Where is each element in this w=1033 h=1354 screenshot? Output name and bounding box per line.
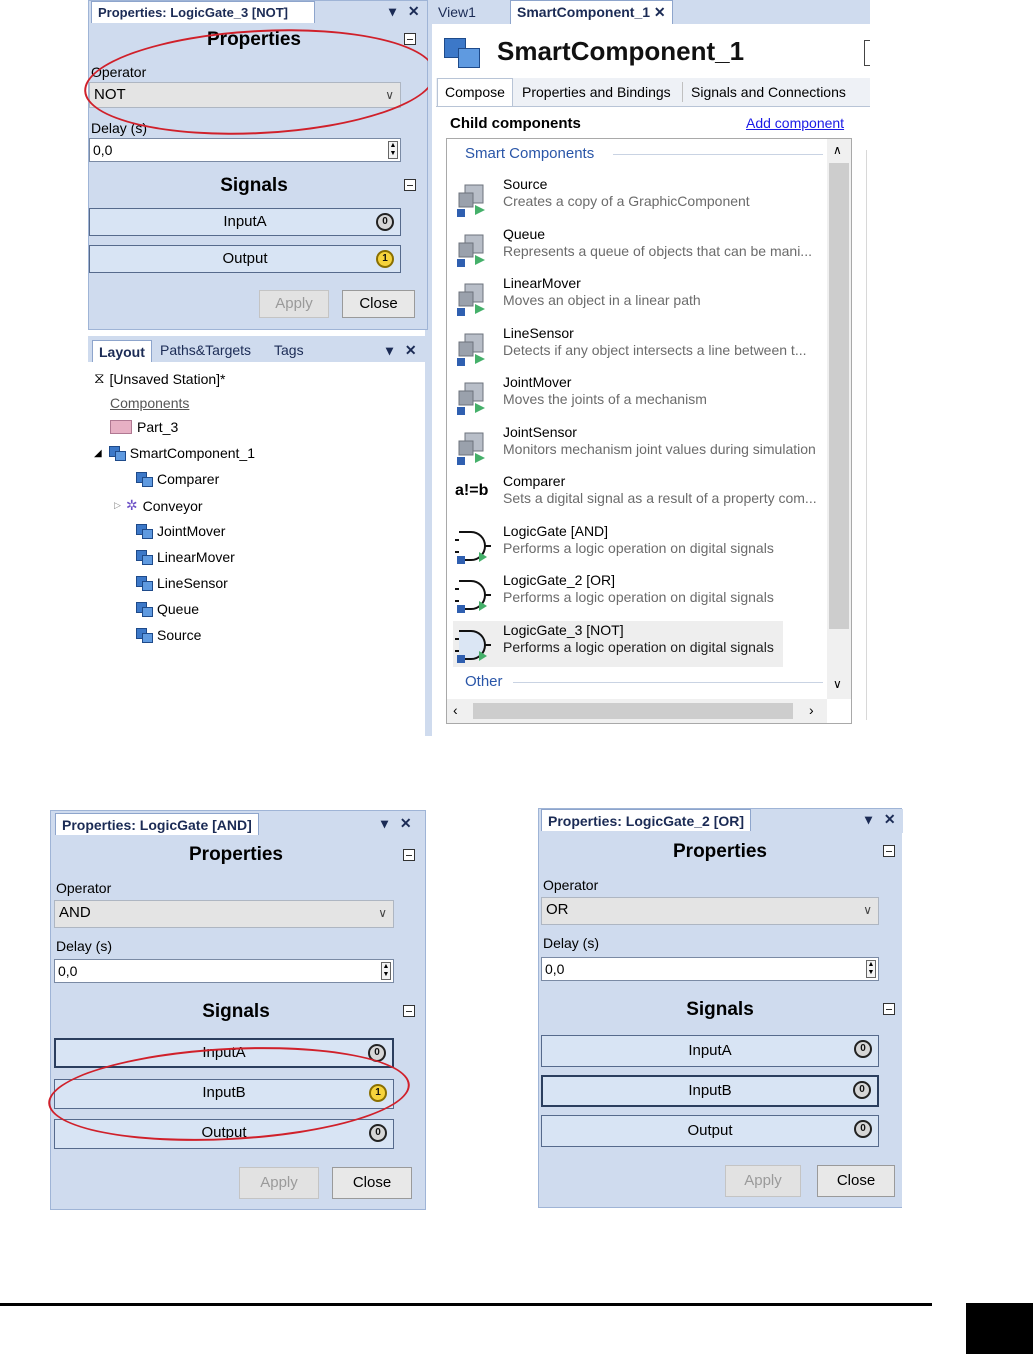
component-description: Moves the joints of a mechanism bbox=[503, 391, 707, 407]
group-divider bbox=[613, 154, 823, 155]
queue-icon bbox=[455, 229, 495, 269]
components-list bbox=[446, 138, 852, 724]
panel-controls[interactable]: ▾ ✕ bbox=[386, 342, 421, 358]
smart-component-label: SmartComponent_1 bbox=[129, 445, 255, 461]
joint-mover-icon bbox=[455, 377, 495, 417]
component-list-item[interactable] bbox=[453, 423, 833, 469]
group-label: Other bbox=[465, 673, 503, 690]
signal-label: InputB bbox=[688, 1082, 732, 1099]
component-description: Sets a digital signal as a result of a property com... bbox=[503, 490, 817, 506]
panel-controls[interactable]: ▾ ✕ bbox=[865, 811, 900, 827]
tree-child-comparer[interactable] bbox=[134, 471, 219, 487]
collapse-signals-icon[interactable] bbox=[403, 1005, 415, 1017]
scroll-thumb[interactable] bbox=[473, 703, 793, 719]
close-button[interactable]: Close bbox=[817, 1165, 895, 1197]
tree-child-jointmover[interactable] bbox=[134, 523, 225, 539]
component-list-item[interactable] bbox=[453, 274, 833, 320]
operator-label: Operator bbox=[56, 880, 112, 896]
component-description: Performs a logic operation on digital signals bbox=[503, 639, 774, 655]
operator-label: Operator bbox=[91, 64, 147, 80]
signal-led-icon: 1 bbox=[376, 250, 394, 268]
signal-output-button[interactable] bbox=[541, 1115, 879, 1147]
chevron-down-icon: ∨ bbox=[378, 906, 387, 920]
section-signals-title: Signals bbox=[220, 175, 288, 196]
apply-button[interactable]: Apply bbox=[239, 1167, 319, 1199]
signal-led-icon: 0 bbox=[368, 1044, 386, 1062]
component-name: LogicGate_3 [NOT] bbox=[503, 622, 624, 638]
tree-child-label: LineSensor bbox=[157, 575, 228, 591]
tab-divider bbox=[682, 82, 683, 102]
signal-inputb-button[interactable] bbox=[541, 1075, 879, 1107]
tree-child-label: Conveyor bbox=[142, 497, 203, 514]
panel-controls[interactable]: ▾ ✕ bbox=[389, 3, 424, 19]
tree-child-label: Source bbox=[157, 627, 202, 643]
smart-component-icon bbox=[134, 602, 152, 616]
group-label: Smart Components bbox=[465, 145, 595, 162]
close-button[interactable]: Close bbox=[342, 290, 415, 318]
component-name: Queue bbox=[503, 226, 546, 242]
signal-output-button[interactable] bbox=[89, 245, 401, 273]
collapse-properties-icon[interactable] bbox=[404, 33, 416, 45]
signal-led-icon: 0 bbox=[854, 1120, 872, 1138]
signal-label: Output bbox=[687, 1122, 733, 1139]
smart-component-icon bbox=[134, 576, 152, 590]
tree-child-linesensor[interactable] bbox=[134, 575, 228, 591]
component-list-item[interactable] bbox=[453, 522, 833, 568]
tree-child-source[interactable] bbox=[134, 627, 201, 643]
operator-value: NOT bbox=[94, 86, 126, 103]
horizontal-scrollbar[interactable] bbox=[447, 699, 827, 723]
apply-button[interactable]: Apply bbox=[725, 1165, 801, 1197]
part-icon bbox=[110, 420, 132, 434]
tab-properties-and[interactable]: Properties: LogicGate [AND] bbox=[55, 813, 259, 835]
tree-components-header bbox=[110, 395, 189, 411]
vertical-scrollbar[interactable] bbox=[827, 139, 851, 699]
tree-smart-component[interactable] bbox=[94, 445, 255, 461]
part-label: Part_3 bbox=[137, 419, 179, 435]
delay-input[interactable] bbox=[541, 957, 879, 981]
tree-child-linearmover[interactable] bbox=[134, 549, 235, 565]
signal-label: InputA bbox=[202, 1044, 246, 1061]
signal-led-icon: 0 bbox=[854, 1040, 872, 1058]
chevron-down-icon: ∨ bbox=[385, 88, 394, 102]
operator-label: Operator bbox=[543, 877, 599, 893]
group-other bbox=[465, 673, 503, 690]
scroll-right-icon[interactable]: › bbox=[809, 702, 814, 718]
component-name: Comparer bbox=[503, 473, 566, 489]
tree-station[interactable] bbox=[94, 370, 226, 387]
collapse-signals-icon[interactable] bbox=[883, 1003, 895, 1015]
tree-child-label: JointMover bbox=[157, 523, 226, 539]
component-list-item[interactable] bbox=[453, 472, 833, 518]
section-properties-title: Properties bbox=[673, 841, 767, 862]
delay-value: 0,0 bbox=[58, 963, 78, 979]
section-signals-title: Signals bbox=[202, 1001, 270, 1022]
station-label: [Unsaved Station]* bbox=[109, 370, 226, 387]
component-description: Performs a logic operation on digital signals bbox=[503, 589, 774, 605]
expand-triangle-icon[interactable]: ◢ bbox=[94, 447, 102, 459]
group-divider bbox=[513, 682, 823, 683]
source-icon bbox=[455, 179, 495, 219]
tree-child-label: Comparer bbox=[157, 471, 220, 487]
smart-component-large-icon bbox=[442, 34, 482, 68]
signal-led-icon: 0 bbox=[853, 1081, 871, 1099]
component-description: Creates a copy of a GraphicComponent bbox=[503, 193, 750, 209]
tab-layout[interactable]: Layout bbox=[92, 340, 152, 362]
delay-value: 0,0 bbox=[93, 142, 113, 158]
collapse-properties-icon[interactable] bbox=[403, 849, 415, 861]
tab-tags[interactable]: Tags bbox=[274, 342, 304, 358]
tree-part[interactable] bbox=[110, 419, 178, 435]
properties-panel-and bbox=[50, 810, 426, 1210]
section-properties-title: Properties bbox=[189, 844, 283, 865]
line-sensor-icon bbox=[455, 328, 495, 368]
delay-value: 0,0 bbox=[545, 961, 565, 977]
logic-gate-icon bbox=[455, 625, 495, 665]
collapse-signals-icon[interactable] bbox=[404, 179, 416, 191]
component-list-item[interactable] bbox=[453, 621, 783, 667]
delay-input[interactable] bbox=[89, 138, 401, 162]
signal-label: Output bbox=[222, 250, 268, 267]
tab-signals-connections[interactable]: Signals and Connections bbox=[691, 84, 846, 100]
signal-inputa-button[interactable] bbox=[89, 208, 401, 236]
component-name: JointMover bbox=[503, 374, 572, 390]
component-description: Detects if any object intersects a line between t... bbox=[503, 342, 807, 358]
scroll-thumb[interactable] bbox=[829, 163, 849, 629]
tab-properties-bindings[interactable]: Properties and Bindings bbox=[522, 84, 671, 100]
signal-label: InputA bbox=[223, 213, 267, 230]
editor-title: SmartComponent_1 bbox=[497, 36, 745, 66]
spinner-arrows-icon[interactable]: ▲ ▼ bbox=[867, 961, 875, 976]
signal-inputa-button[interactable] bbox=[541, 1035, 879, 1067]
delay-label: Delay (s) bbox=[543, 935, 600, 951]
components-label: Components bbox=[110, 395, 190, 411]
smart-component-icon bbox=[134, 524, 152, 538]
scroll-up-icon[interactable]: ∧ bbox=[833, 143, 842, 157]
group-smart-components bbox=[465, 145, 594, 162]
delay-input[interactable] bbox=[54, 959, 394, 983]
delay-label: Delay (s) bbox=[56, 938, 113, 954]
layout-panel bbox=[88, 330, 428, 736]
panel-controls[interactable]: ▾ ✕ bbox=[381, 815, 416, 831]
smart-component-icon bbox=[134, 628, 152, 642]
tab-properties-not[interactable]: Properties: LogicGate_3 [NOT] bbox=[91, 1, 315, 23]
linear-mover-icon bbox=[455, 278, 495, 318]
chevron-down-icon: ∨ bbox=[863, 903, 872, 917]
apply-button[interactable]: Apply bbox=[259, 290, 329, 318]
component-name: LinearMover bbox=[503, 275, 581, 291]
station-icon: ⧖ bbox=[94, 370, 105, 387]
conveyor-icon: ✲ bbox=[125, 497, 138, 513]
signal-led-icon: 1 bbox=[369, 1084, 387, 1102]
scroll-left-icon[interactable]: ‹ bbox=[453, 702, 458, 718]
expand-arrow-icon[interactable]: ▷ bbox=[114, 500, 121, 510]
tree-child-queue[interactable] bbox=[134, 601, 199, 617]
joint-sensor-icon bbox=[455, 427, 495, 467]
component-list-item[interactable] bbox=[453, 225, 833, 271]
component-description: Moves an object in a linear path bbox=[503, 292, 701, 308]
logic-gate-icon bbox=[455, 526, 495, 566]
component-name: LogicGate_2 [OR] bbox=[503, 572, 616, 588]
editor-right-divider bbox=[866, 150, 867, 720]
component-list-item[interactable] bbox=[453, 324, 833, 370]
editor-left-border bbox=[428, 0, 432, 736]
tree-child-conveyor[interactable] bbox=[114, 497, 203, 514]
delay-label: Delay (s) bbox=[91, 120, 148, 136]
close-button[interactable]: Close bbox=[332, 1167, 412, 1199]
tab-smartcomponent[interactable]: SmartComponent_1 ✕ bbox=[510, 0, 673, 24]
spinner-arrows-icon[interactable]: ▲ ▼ bbox=[389, 142, 397, 157]
signal-led-icon: 0 bbox=[376, 213, 394, 231]
component-name: JointSensor bbox=[503, 424, 577, 440]
tree-child-label: Queue bbox=[157, 601, 200, 617]
smart-component-icon bbox=[134, 550, 152, 564]
title-bracket bbox=[864, 40, 870, 66]
component-list-item[interactable] bbox=[453, 571, 833, 617]
tab-properties-or[interactable]: Properties: LogicGate_2 [OR] bbox=[541, 809, 751, 831]
signal-label: Output bbox=[201, 1124, 247, 1141]
tab-compose[interactable]: Compose bbox=[437, 78, 513, 106]
logic-gate-icon bbox=[455, 575, 495, 615]
page-corner-block bbox=[966, 1303, 1033, 1354]
component-list-item[interactable] bbox=[453, 373, 833, 419]
add-component-link[interactable]: Add component bbox=[746, 115, 845, 131]
signal-label: InputB bbox=[202, 1084, 246, 1101]
component-name: Source bbox=[503, 176, 548, 192]
section-signals-title: Signals bbox=[686, 999, 754, 1020]
component-description: Performs a logic operation on digital signals bbox=[503, 540, 774, 556]
tree-child-label: LinearMover bbox=[157, 549, 235, 565]
component-name: LogicGate [AND] bbox=[503, 523, 609, 539]
footer-rule bbox=[0, 1303, 932, 1306]
collapse-properties-icon[interactable] bbox=[883, 845, 895, 857]
component-description: Monitors mechanism joint values during simulation bbox=[503, 441, 816, 457]
section-properties-title: Properties bbox=[207, 29, 301, 50]
operator-select[interactable] bbox=[54, 900, 394, 928]
component-description: Represents a queue of objects that can be mani... bbox=[503, 243, 812, 259]
tab-view1[interactable]: View1 bbox=[438, 4, 476, 20]
child-components-label: Child components bbox=[450, 115, 581, 132]
smart-component-icon bbox=[134, 472, 152, 486]
properties-panel-or bbox=[538, 808, 902, 1208]
component-list-item[interactable] bbox=[453, 175, 833, 221]
operator-value: AND bbox=[59, 904, 91, 921]
operator-value: OR bbox=[546, 901, 569, 918]
smart-component-icon bbox=[107, 446, 125, 460]
tab-paths-targets[interactable]: Paths&Targets bbox=[160, 342, 252, 358]
scroll-down-icon[interactable]: ∨ bbox=[833, 677, 842, 691]
component-name: LineSensor bbox=[503, 325, 574, 341]
operator-select[interactable] bbox=[541, 897, 879, 925]
comparer-icon: a!=b bbox=[455, 482, 489, 499]
signal-label: InputA bbox=[688, 1042, 732, 1059]
signal-led-icon: 0 bbox=[369, 1124, 387, 1142]
spinner-arrows-icon[interactable]: ▲ ▼ bbox=[382, 963, 390, 978]
